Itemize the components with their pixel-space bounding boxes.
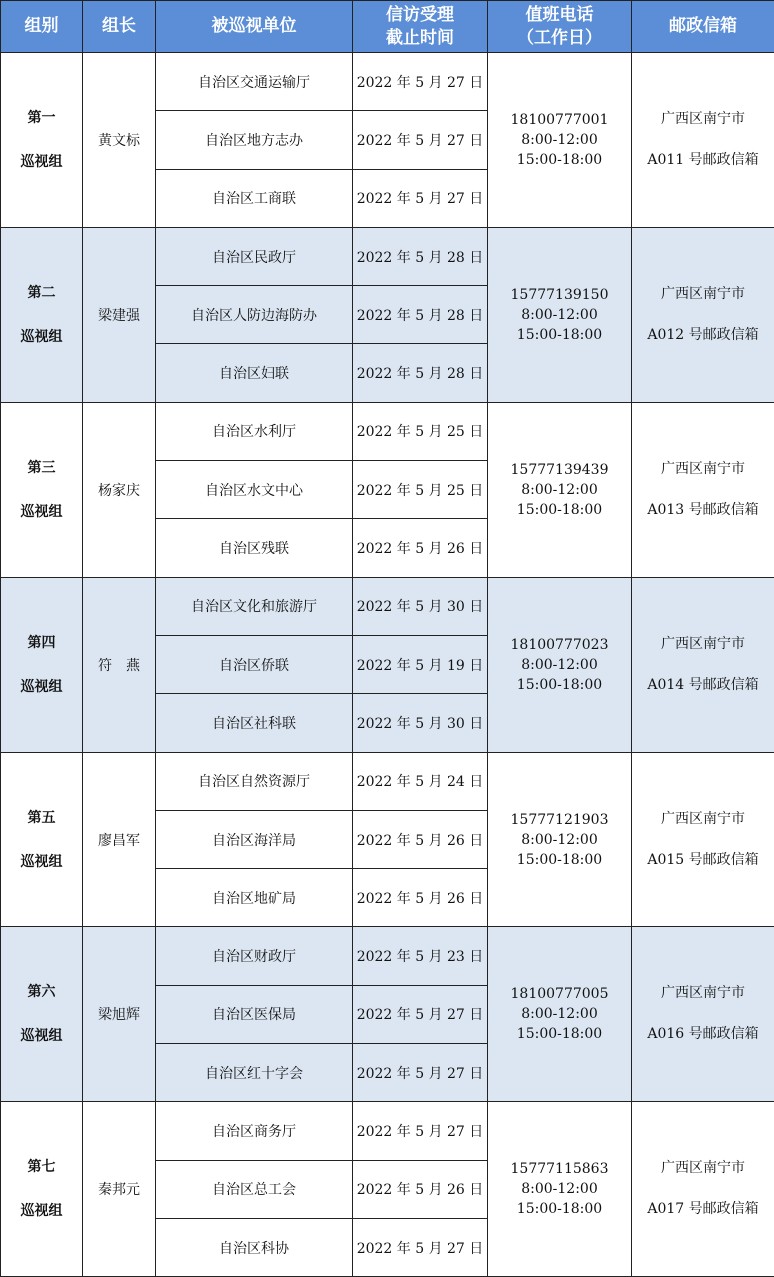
mailbox-cell — [632, 53, 774, 228]
unit-cell: 自治区社科联 — [156, 694, 353, 752]
unit-cell: 自治区红十字会 — [156, 1044, 353, 1102]
group-name-line: 巡视组 — [1, 840, 82, 884]
group-name-cell — [1, 227, 83, 402]
header-row — [1, 1, 774, 53]
phone-hours: 8:00-12:00 — [488, 480, 631, 500]
deadline-cell: 2022 年 5 月 28 日 — [353, 286, 488, 344]
unit-cell: 自治区总工会 — [156, 1160, 353, 1218]
phone-hours: 15:00-18:00 — [488, 150, 631, 170]
group-name-cell — [1, 1102, 83, 1277]
phone-cell — [488, 577, 632, 752]
phone-hours: 8:00-12:00 — [488, 655, 631, 675]
table-row — [1, 227, 774, 285]
phone-cell — [488, 53, 632, 228]
mailbox-line: A014 号邮政信箱 — [632, 665, 774, 706]
mailbox-line: 广西区南宁市 — [632, 1148, 774, 1189]
unit-cell: 自治区医保局 — [156, 985, 353, 1043]
unit-cell: 自治区地矿局 — [156, 869, 353, 927]
mailbox-line: A015 号邮政信箱 — [632, 840, 774, 881]
phone-number: 18100777001 — [488, 110, 631, 130]
unit-cell: 自治区交通运输厅 — [156, 53, 353, 111]
phone-hours: 8:00-12:00 — [488, 305, 631, 325]
phone-number: 18100777023 — [488, 635, 631, 655]
group-name-line: 巡视组 — [1, 1014, 82, 1058]
table-row — [1, 577, 774, 635]
group-name-line: 第五 — [1, 796, 82, 840]
phone-hours: 15:00-18:00 — [488, 1024, 631, 1044]
mailbox-line: A013 号邮政信箱 — [632, 490, 774, 531]
mailbox-cell — [632, 227, 774, 402]
mailbox-line: 广西区南宁市 — [632, 449, 774, 490]
unit-cell: 自治区人防边海防办 — [156, 286, 353, 344]
phone-cell — [488, 927, 632, 1102]
header-phone — [488, 1, 632, 53]
group-name-cell — [1, 53, 83, 228]
deadline-cell: 2022 年 5 月 27 日 — [353, 169, 488, 227]
phone-cell — [488, 1102, 632, 1277]
unit-cell: 自治区商务厅 — [156, 1102, 353, 1160]
leader-cell: 秦邦元 — [83, 1102, 156, 1277]
unit-cell: 自治区侨联 — [156, 635, 353, 693]
deadline-cell: 2022 年 5 月 27 日 — [353, 1044, 488, 1102]
mailbox-line: 广西区南宁市 — [632, 624, 774, 665]
table-row — [1, 53, 774, 111]
mailbox-cell — [632, 1102, 774, 1277]
header-leader: 组长 — [83, 1, 156, 53]
leader-cell: 梁建强 — [83, 227, 156, 402]
group-name-line: 第六 — [1, 970, 82, 1014]
deadline-cell: 2022 年 5 月 25 日 — [353, 461, 488, 519]
mailbox-cell — [632, 577, 774, 752]
deadline-cell: 2022 年 5 月 27 日 — [353, 111, 488, 169]
leader-cell: 梁旭辉 — [83, 927, 156, 1102]
phone-cell — [488, 227, 632, 402]
header-mailbox: 邮政信箱 — [632, 1, 774, 53]
unit-cell: 自治区自然资源厅 — [156, 752, 353, 810]
unit-cell: 自治区水利厅 — [156, 402, 353, 460]
mailbox-line: 广西区南宁市 — [632, 274, 774, 315]
group-name-line: 第一 — [1, 96, 82, 140]
header-phone-line: 值班电话 — [488, 4, 631, 27]
deadline-cell: 2022 年 5 月 27 日 — [353, 985, 488, 1043]
phone-hours: 15:00-18:00 — [488, 1199, 631, 1219]
group-name-cell — [1, 752, 83, 927]
header-deadline-line: 信访受理 — [353, 4, 487, 27]
phone-hours: 8:00-12:00 — [488, 130, 631, 150]
deadline-cell: 2022 年 5 月 25 日 — [353, 402, 488, 460]
leader-cell: 符 燕 — [83, 577, 156, 752]
table-body — [1, 53, 774, 1277]
mailbox-line: 广西区南宁市 — [632, 973, 774, 1014]
phone-number: 15777139150 — [488, 285, 631, 305]
deadline-cell: 2022 年 5 月 27 日 — [353, 1102, 488, 1160]
header-phone-line: （工作日） — [488, 27, 631, 50]
phone-hours: 15:00-18:00 — [488, 675, 631, 695]
header-deadline — [353, 1, 488, 53]
deadline-cell: 2022 年 5 月 30 日 — [353, 694, 488, 752]
mailbox-cell — [632, 927, 774, 1102]
group-name-cell — [1, 927, 83, 1102]
unit-cell: 自治区科协 — [156, 1218, 353, 1276]
leader-cell: 杨家庆 — [83, 402, 156, 577]
header-unit: 被巡视单位 — [156, 1, 353, 53]
leader-cell: 黄文标 — [83, 53, 156, 228]
phone-hours: 8:00-12:00 — [488, 830, 631, 850]
deadline-cell: 2022 年 5 月 28 日 — [353, 344, 488, 402]
mailbox-line: A011 号邮政信箱 — [632, 140, 774, 181]
deadline-cell: 2022 年 5 月 26 日 — [353, 1160, 488, 1218]
mailbox-line: A017 号邮政信箱 — [632, 1189, 774, 1230]
header-deadline-line: 截止时间 — [353, 27, 487, 50]
mailbox-line: A016 号邮政信箱 — [632, 1014, 774, 1055]
mailbox-line: A012 号邮政信箱 — [632, 315, 774, 356]
table-row — [1, 402, 774, 460]
deadline-cell: 2022 年 5 月 23 日 — [353, 927, 488, 985]
phone-hours: 15:00-18:00 — [488, 325, 631, 345]
deadline-cell: 2022 年 5 月 30 日 — [353, 577, 488, 635]
phone-number: 15777121903 — [488, 810, 631, 830]
group-name-cell — [1, 577, 83, 752]
unit-cell: 自治区地方志办 — [156, 111, 353, 169]
unit-cell: 自治区财政厅 — [156, 927, 353, 985]
unit-cell: 自治区海洋局 — [156, 810, 353, 868]
deadline-cell: 2022 年 5 月 28 日 — [353, 227, 488, 285]
phone-number: 15777115863 — [488, 1159, 631, 1179]
phone-cell — [488, 402, 632, 577]
group-name-line: 巡视组 — [1, 490, 82, 534]
group-name-line: 巡视组 — [1, 140, 82, 184]
unit-cell: 自治区水文中心 — [156, 461, 353, 519]
phone-number: 18100777005 — [488, 984, 631, 1004]
group-name-line: 巡视组 — [1, 1189, 82, 1233]
group-name-line: 第七 — [1, 1145, 82, 1189]
table-row — [1, 1102, 774, 1160]
unit-cell: 自治区工商联 — [156, 169, 353, 227]
phone-hours: 15:00-18:00 — [488, 850, 631, 870]
group-name-line: 第四 — [1, 621, 82, 665]
unit-cell: 自治区残联 — [156, 519, 353, 577]
phone-hours: 8:00-12:00 — [488, 1004, 631, 1024]
phone-hours: 15:00-18:00 — [488, 500, 631, 520]
group-name-line: 第二 — [1, 271, 82, 315]
deadline-cell: 2022 年 5 月 26 日 — [353, 810, 488, 868]
mailbox-cell — [632, 402, 774, 577]
group-name-line: 第三 — [1, 446, 82, 490]
leader-cell: 廖昌军 — [83, 752, 156, 927]
group-name-line: 巡视组 — [1, 665, 82, 709]
deadline-cell: 2022 年 5 月 27 日 — [353, 1218, 488, 1276]
table-row — [1, 752, 774, 810]
deadline-cell: 2022 年 5 月 26 日 — [353, 519, 488, 577]
unit-cell: 自治区妇联 — [156, 344, 353, 402]
phone-hours: 8:00-12:00 — [488, 1179, 631, 1199]
deadline-cell: 2022 年 5 月 24 日 — [353, 752, 488, 810]
group-name-cell — [1, 402, 83, 577]
deadline-cell: 2022 年 5 月 26 日 — [353, 869, 488, 927]
phone-number: 15777139439 — [488, 460, 631, 480]
deadline-cell: 2022 年 5 月 19 日 — [353, 635, 488, 693]
mailbox-line: 广西区南宁市 — [632, 799, 774, 840]
group-name-line: 巡视组 — [1, 315, 82, 359]
unit-cell: 自治区文化和旅游厅 — [156, 577, 353, 635]
phone-cell — [488, 752, 632, 927]
unit-cell: 自治区民政厅 — [156, 227, 353, 285]
table-row — [1, 927, 774, 985]
deadline-cell: 2022 年 5 月 27 日 — [353, 53, 488, 111]
mailbox-line: 广西区南宁市 — [632, 99, 774, 140]
mailbox-cell — [632, 752, 774, 927]
header-group: 组别 — [1, 1, 83, 53]
